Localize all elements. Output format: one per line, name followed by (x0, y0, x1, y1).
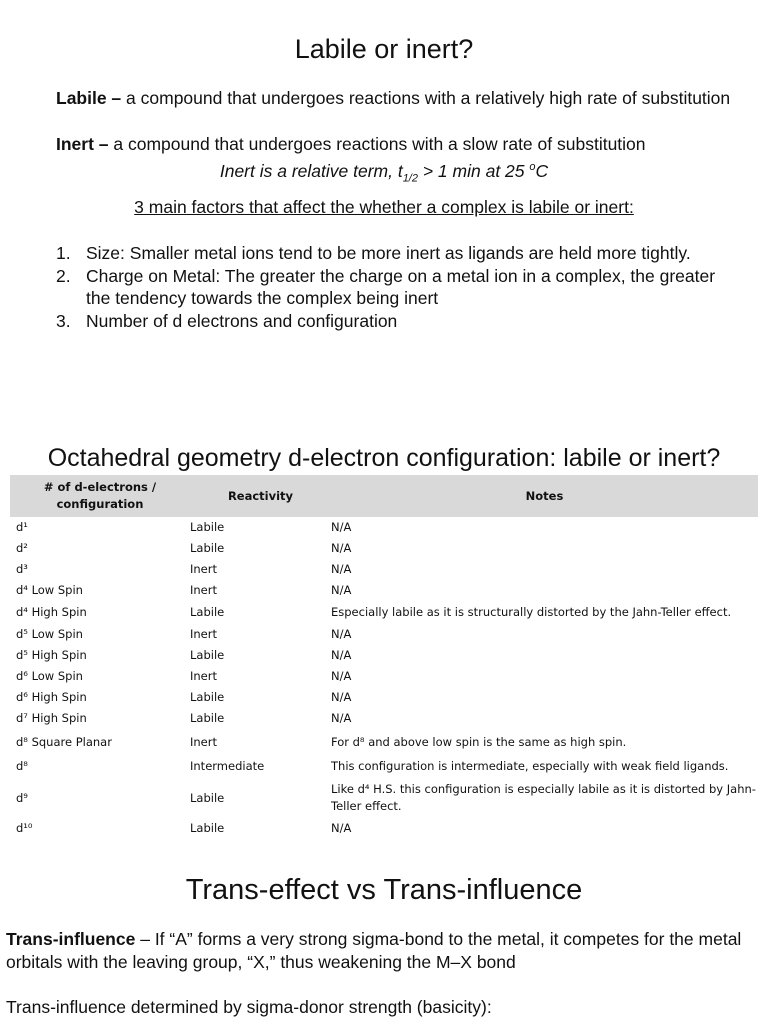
labile-term: Labile – (56, 88, 122, 108)
factors-list (56, 242, 716, 333)
table-row (10, 580, 758, 601)
config-cell: d⁴ High Spin (16, 605, 87, 619)
factor-number: 1. (56, 243, 71, 263)
reactivity-cell: Inert (190, 627, 217, 641)
notes-cell: N/A (331, 821, 352, 835)
config-cell: d⁴ Low Spin (16, 583, 83, 597)
config-cell: d¹ (16, 520, 28, 534)
reactivity-cell: Labile (190, 690, 225, 704)
reactivity-cell: Labile (190, 790, 225, 805)
note-prefix: Inert is a relative term, t (219, 160, 403, 181)
table-row (10, 559, 758, 580)
notes-cell: For d⁸ and above low spin is the same as high spin. (331, 734, 627, 749)
notes-cell: N/A (331, 690, 352, 704)
inert-definition (56, 133, 756, 155)
table-row (10, 601, 758, 624)
config-cell: d⁵ Low Spin (16, 627, 83, 641)
header-configuration: # of d-electrons / configuration (10, 475, 190, 517)
notes-cell: Especially labile as it is structurally distorted by the Jahn-Teller effect. (331, 605, 732, 619)
notes-cell: N/A (331, 562, 352, 576)
reactivity-cell: Labile (190, 541, 225, 555)
reactivity-cell: Inert (190, 669, 217, 683)
inert-term: Inert – (56, 134, 109, 154)
config-cell: d⁸ (16, 759, 28, 773)
reactivity-cell: Inert (190, 562, 217, 576)
reactivity-cell: Labile (190, 648, 225, 662)
config-cell: d⁸ Square Planar (16, 734, 112, 749)
reactivity-cell: Labile (190, 711, 225, 725)
inert-definition-text: a compound that undergoes reactions with a slow rate of substitution (108, 134, 646, 154)
notes-cell: N/A (331, 627, 352, 641)
trans-influence-definition (6, 928, 766, 974)
note-superscript: o (529, 161, 536, 173)
factor-item (56, 242, 716, 264)
note-middle: > 1 min at 25 (417, 160, 530, 181)
table-header-row (10, 475, 758, 517)
table-row (10, 666, 758, 687)
note-subscript: 1/2 (402, 172, 418, 185)
table-row (10, 687, 758, 708)
determined-by-text: Trans-influence determined by sigma-donor strength (basicity): (6, 997, 492, 1017)
config-cell: d³ (16, 562, 28, 576)
notes-cell: Like d⁴ H.S. this configuration is especially labile as it is distorted by Jahn-Teller effect. (331, 782, 756, 813)
factor-text: Charge on Metal: The greater the charge on a metal ion in a complex, the greater the tendency towards the complex being inert (86, 266, 716, 308)
labile-definition-text: a compound that undergoes reactions with a relatively high rate of substitution (121, 88, 731, 108)
config-cell: d¹⁰ (16, 821, 33, 835)
notes-cell: This configuration is intermediate, especially with weak field ligands. (331, 759, 729, 773)
table-row (10, 538, 758, 559)
factors-heading: 3 main factors that affect the whether a complex is labile or inert: (134, 197, 634, 217)
reactivity-table-container (10, 475, 758, 839)
reactivity-cell: Labile (190, 821, 225, 835)
config-cell: d⁷ High Spin (16, 711, 87, 725)
factor-item (56, 265, 716, 309)
table-row (10, 624, 758, 645)
notes-cell: N/A (331, 583, 352, 597)
table-title: Octahedral geometry d-electron configuration: labile or inert? (47, 444, 721, 472)
ti-part4: thus weakening the M–X bond (275, 952, 516, 972)
config-cell: d² (16, 541, 28, 555)
notes-cell: N/A (331, 669, 352, 683)
ti-part2: -bond to the metal, it competes for the (398, 929, 699, 949)
reactivity-cell: Labile (190, 520, 225, 534)
table-row (10, 729, 758, 755)
config-cell: d⁶ Low Spin (16, 669, 83, 683)
relative-term-note (0, 156, 768, 189)
header-reactivity: Reactivity (190, 475, 331, 517)
reactivity-cell: Inert (190, 583, 217, 597)
config-cell: d⁹ (16, 790, 28, 805)
factor-text: Size: Smaller metal ions tend to be more inert as ligands are held more tightly. (86, 243, 691, 263)
factor-text: Number of d electrons and configuration (86, 311, 398, 331)
note-suffix: C (535, 160, 549, 181)
factor-number: 2. (56, 266, 71, 286)
header-notes: Notes (331, 475, 758, 517)
factor-number: 3. (56, 311, 71, 331)
notes-cell: N/A (331, 520, 352, 534)
notes-cell: N/A (331, 541, 352, 555)
factor-item (56, 310, 716, 332)
table-row (10, 755, 758, 778)
reactivity-table (10, 475, 758, 839)
ti-part3: metal orbitals with the leaving group, “X,” (6, 929, 742, 972)
ti-dash: – (135, 929, 155, 949)
notes-cell: N/A (331, 648, 352, 662)
reactivity-cell: Inert (190, 734, 217, 749)
reactivity-cell: Intermediate (190, 759, 265, 773)
section-title: Trans-effect vs Trans-influence (185, 874, 583, 906)
config-cell: d⁵ High Spin (16, 648, 87, 662)
config-cell: d⁶ High Spin (16, 690, 87, 704)
table-row (10, 645, 758, 666)
labile-definition (56, 87, 736, 109)
table-row (10, 517, 758, 538)
ti-part1: If “A” forms a very strong sigma (154, 929, 399, 949)
notes-cell: N/A (331, 711, 352, 725)
trans-influence-term: Trans-influence (6, 929, 136, 949)
reactivity-cell: Labile (190, 605, 225, 619)
table-row (10, 708, 758, 729)
table-row (10, 818, 758, 839)
table-row (10, 778, 758, 818)
page-title: Labile or inert? (294, 34, 474, 64)
